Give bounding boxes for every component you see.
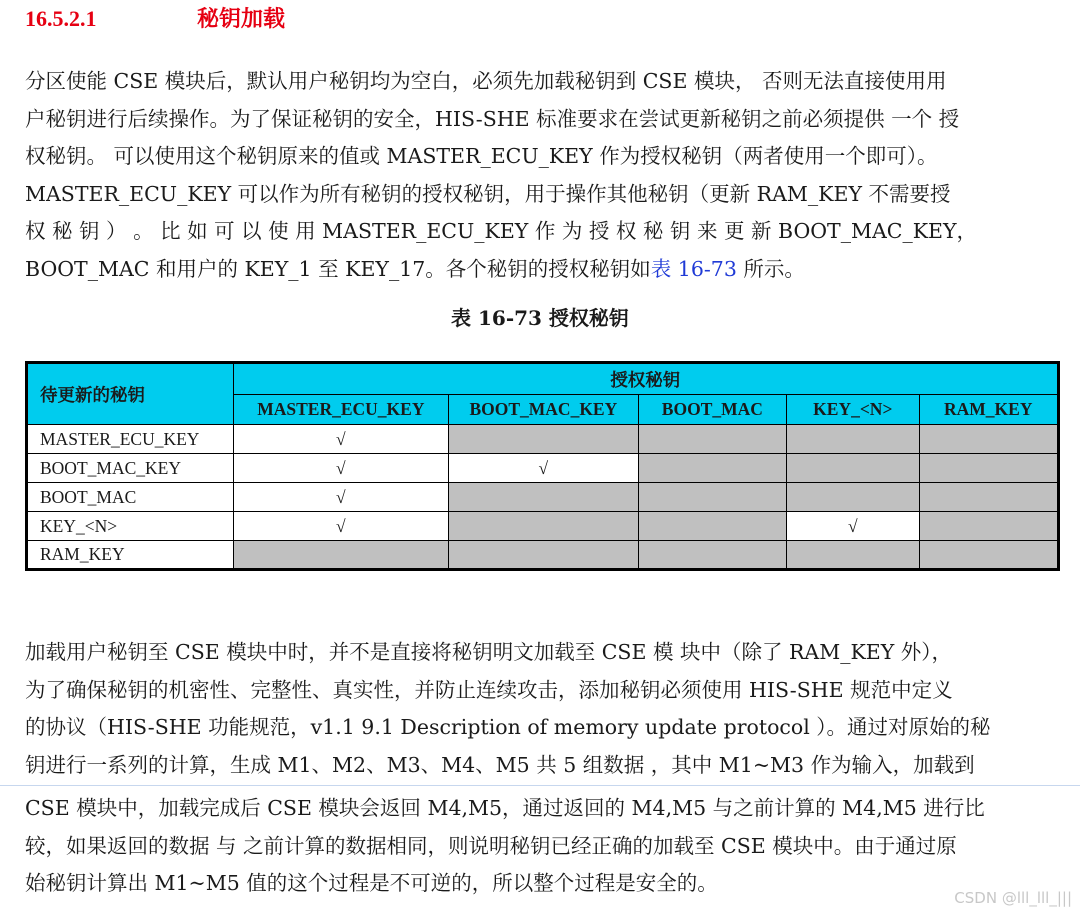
disabled-cell bbox=[919, 541, 1059, 570]
disabled-cell bbox=[787, 425, 919, 454]
paragraph-line: 为了确保秘钥的机密性、完整性、真实性，并防止连续攻击，添加秘钥必须使用 HIS-SHE 规范中定义 bbox=[25, 677, 953, 702]
check-mark: √ bbox=[336, 428, 346, 449]
disabled-cell bbox=[638, 512, 786, 541]
check-cell bbox=[787, 512, 919, 541]
paragraph-line: 钥进行一系列的计算，生成 M1、M2、M3、M4、M5 共 5 组数据 ，其中 M1~M3 作为输入，加载到 bbox=[25, 752, 975, 777]
disabled-cell bbox=[449, 512, 639, 541]
paragraph-line: 加载用户秘钥至 CSE 模块中时，并不是直接将秘钥明文加载至 CSE 模 块中（除了 RAM_KEY 外）， bbox=[25, 640, 953, 664]
section-heading bbox=[25, 2, 285, 32]
disabled-cell bbox=[919, 454, 1059, 483]
intro-paragraph bbox=[25, 63, 1063, 288]
table-row bbox=[27, 541, 1059, 570]
disabled-cell bbox=[787, 454, 919, 483]
paragraph-line: 的协议（HIS-SHE 功能规范，v1.1 9.1 Description of memory update protocol ）。通过对原始的秘 bbox=[25, 715, 991, 739]
disabled-cell bbox=[638, 483, 786, 512]
column-header: MASTER_ECU_KEY bbox=[233, 395, 448, 425]
table-row bbox=[27, 512, 1059, 541]
row-label: KEY_<N> bbox=[27, 512, 234, 541]
disabled-cell bbox=[787, 541, 919, 570]
disabled-cell bbox=[449, 541, 639, 570]
disabled-cell bbox=[919, 512, 1059, 541]
page-divider bbox=[0, 785, 1080, 786]
row-header: 待更新的秘钥 bbox=[27, 363, 234, 425]
check-cell bbox=[233, 454, 448, 483]
row-label: RAM_KEY bbox=[27, 541, 234, 570]
paragraph-line bbox=[25, 251, 1063, 289]
paragraph-text: BOOT_MAC 和用户的 KEY_1 至 KEY_17。各个秘钥的授权秘钥如 bbox=[25, 256, 651, 281]
paragraph-line: 较，如果返回的数据 与 之前计算的数据相同，则说明秘钥已经正确的加载至 CSE 模块中。由于通过原 bbox=[25, 833, 957, 858]
disabled-cell bbox=[638, 454, 786, 483]
paragraph-text: 所示。 bbox=[736, 256, 805, 281]
paragraph-line: 权秘钥。 可以使用这个秘钥原来的值或 MASTER_ECU_KEY 作为授权秘钥（两者使用一个即可）。 bbox=[25, 144, 938, 168]
check-mark: √ bbox=[847, 515, 858, 536]
disabled-cell bbox=[919, 483, 1059, 512]
column-header: BOOT_MAC_KEY bbox=[449, 395, 639, 425]
watermark: CSDN @lll_lll_||| bbox=[954, 889, 1072, 907]
check-mark: √ bbox=[336, 457, 346, 478]
section-title: 秘钥加载 bbox=[197, 6, 286, 31]
check-cell bbox=[449, 454, 639, 483]
table-row bbox=[27, 454, 1059, 483]
disabled-cell bbox=[787, 483, 919, 512]
row-label: MASTER_ECU_KEY bbox=[27, 425, 234, 454]
check-cell bbox=[233, 483, 448, 512]
table-row bbox=[27, 483, 1059, 512]
section-number: 16.5.2.1 bbox=[25, 6, 97, 31]
verification-paragraph bbox=[25, 790, 1063, 903]
table-reference-link[interactable]: 表 16-73 bbox=[650, 256, 737, 281]
disabled-cell bbox=[233, 541, 448, 570]
disabled-cell bbox=[919, 425, 1059, 454]
check-cell bbox=[233, 512, 448, 541]
paragraph-line: MASTER_ECU_KEY 可以作为所有秘钥的授权秘钥，用于操作其他秘钥（更新 RAM_KEY 不需要授 bbox=[25, 181, 951, 206]
column-header: RAM_KEY bbox=[919, 395, 1059, 425]
group-header: 授权秘钥 bbox=[233, 363, 1058, 395]
disabled-cell bbox=[449, 425, 639, 454]
check-mark: √ bbox=[336, 515, 346, 536]
paragraph-line: 户秘钥进行后续操作。为了保证秘钥的安全，HIS-SHE 标准要求在尝试更新秘钥之前必须提供 一个 授 bbox=[25, 106, 960, 131]
check-mark: √ bbox=[538, 457, 549, 478]
paragraph-line: 分区使能 CSE 模块后，默认用户秘钥均为空白，必须先加载秘钥到 CSE 模块， 否则无法直接使用用 bbox=[25, 69, 947, 93]
auth-key-table bbox=[25, 361, 1060, 571]
disabled-cell bbox=[638, 425, 786, 454]
paragraph-line: 权 秘 钥 ） 。 比 如 可 以 使 用 MASTER_ECU_KEY 作 为 授 权 秘 钥 来 更 新 BOOT_MAC_KEY， bbox=[25, 219, 978, 243]
paragraph-line: 始秘钥计算出 M1~M5 值的这个过程是不可逆的，所以整个过程是安全的。 bbox=[25, 871, 718, 895]
column-header: BOOT_MAC bbox=[638, 395, 786, 425]
check-mark: √ bbox=[336, 486, 346, 507]
table-caption: 表 16-73 授权秘钥 bbox=[451, 306, 629, 330]
paragraph-line: CSE 模块中，加载完成后 CSE 模块会返回 M4,M5，通过返回的 M4,M5 与之前计算的 M4,M5 进行比 bbox=[25, 796, 985, 820]
row-label: BOOT_MAC_KEY bbox=[27, 454, 234, 483]
column-header: KEY_<N> bbox=[787, 395, 919, 425]
row-label: BOOT_MAC bbox=[27, 483, 234, 512]
table-row bbox=[27, 425, 1059, 454]
disabled-cell bbox=[449, 483, 639, 512]
disabled-cell bbox=[638, 541, 786, 570]
protocol-paragraph bbox=[25, 634, 1063, 784]
check-cell bbox=[233, 425, 448, 454]
